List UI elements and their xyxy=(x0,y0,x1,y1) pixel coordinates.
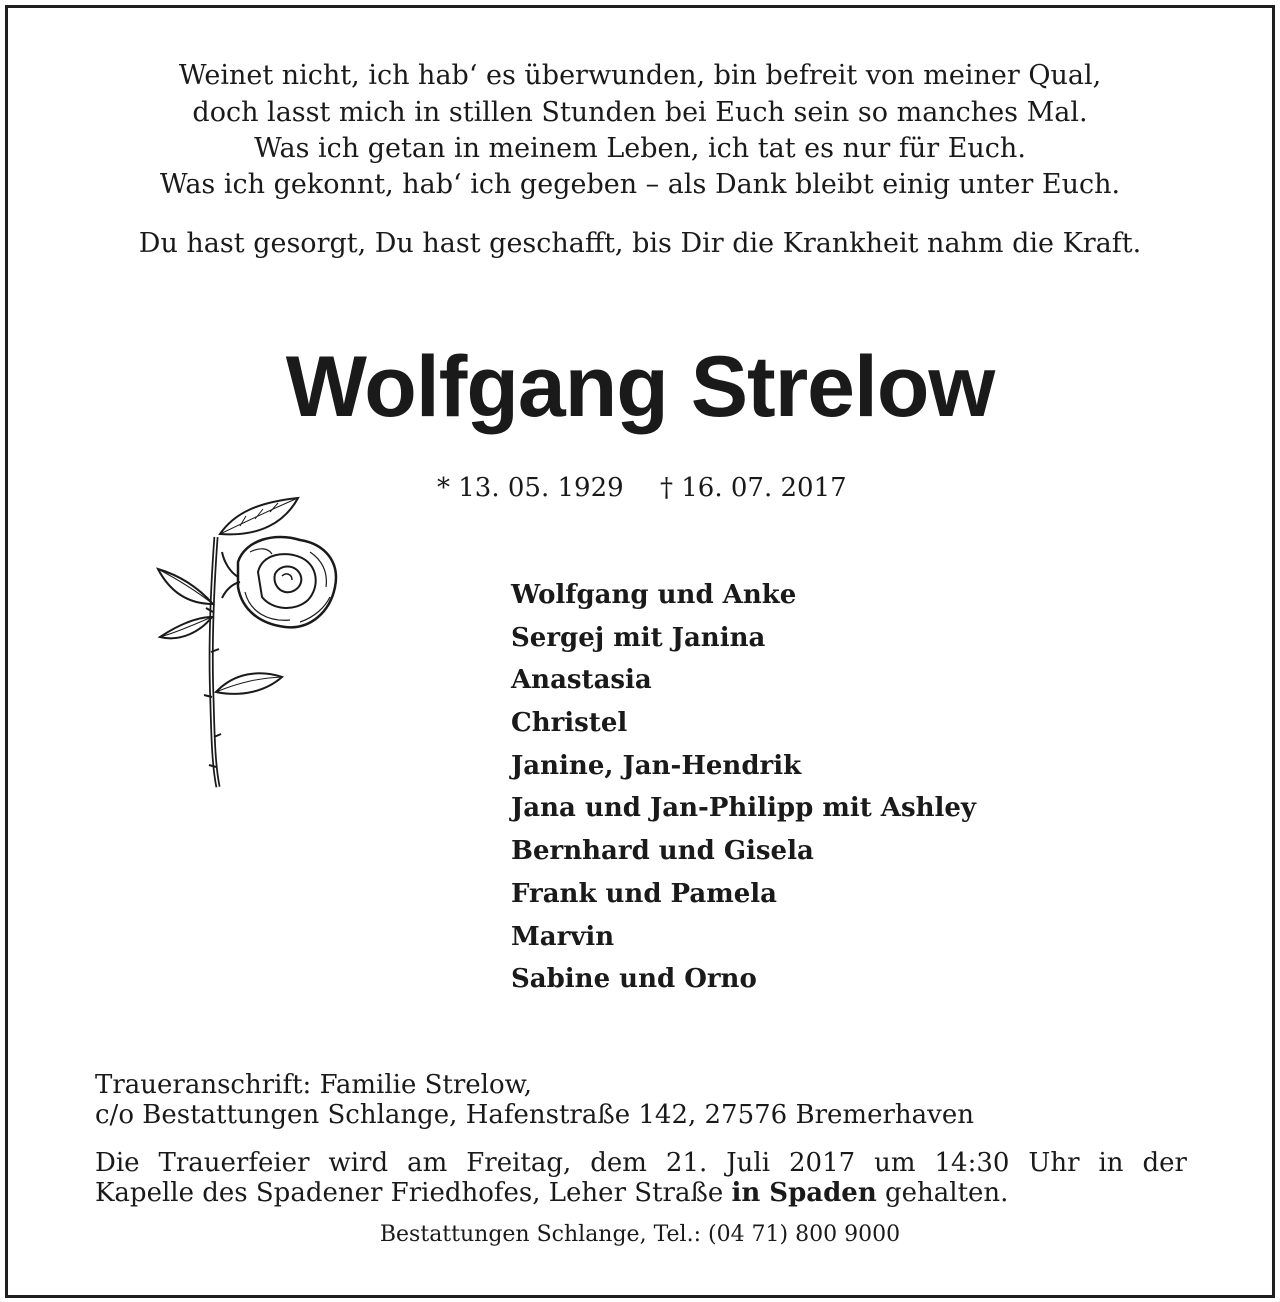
poem-closing-line: Du hast gesorgt, Du hast geschafft, bis Dir die Krankheit nahm die Kraft. xyxy=(138,228,1142,259)
list-item: Janine, Jan-Hendrik xyxy=(511,750,802,781)
list-item: Sergej mit Janina xyxy=(511,622,766,653)
birth-date: * 13. 05. 1929 xyxy=(437,473,624,503)
list-item: Jana und Jan-Philipp mit Ashley xyxy=(511,793,977,824)
list-item: Anastasia xyxy=(511,665,652,696)
service-line-1: Die Trauerfeier wird am Freitag, dem 21. Juli 2017 um 14:30 Uhr in der xyxy=(95,1148,1187,1178)
poem-line: Weinet nicht, ich hab‘ es überwunden, bin befreit von meiner Qual, xyxy=(178,60,1102,91)
service-location: in Spaden xyxy=(731,1178,877,1208)
poem-line: doch lasst mich in stillen Stunden bei Euch sein so manches Mal. xyxy=(192,97,1088,128)
list-item: Christel xyxy=(511,708,628,739)
list-item: Marvin xyxy=(511,921,615,952)
death-date: † 16. 07. 2017 xyxy=(660,473,847,503)
list-item: Wolfgang und Anke xyxy=(511,580,797,610)
address-line-1: Traueranschrift: Familie Strelow, xyxy=(95,1070,533,1100)
list-item: Bernhard und Gisela xyxy=(511,836,814,867)
rose-icon xyxy=(150,492,350,792)
list-item: Sabine und Orno xyxy=(511,964,757,995)
service-line-2-end: gehalten. xyxy=(876,1178,1009,1208)
list-item: Frank und Pamela xyxy=(511,878,778,909)
deceased-name: Wolfgang Strelow xyxy=(285,339,995,435)
service-line-2-start: Kapelle des Spadener Friedhofes, Leher Straße xyxy=(95,1178,732,1208)
poem-line: Was ich getan in meinem Leben, ich tat es nur für Euch. xyxy=(254,133,1026,164)
poem-line: Was ich gekonnt, hab‘ ich gegeben – als Dank bleibt einig unter Euch. xyxy=(159,169,1121,200)
address-line-2: c/o Bestattungen Schlange, Hafenstraße 142, 27576 Bremerhaven xyxy=(95,1100,974,1130)
service-line-2 xyxy=(95,1178,1187,1208)
funeral-home-contact: Bestattungen Schlange, Tel.: (04 71) 800 9000 xyxy=(379,1222,901,1247)
service-announcement xyxy=(95,1148,1187,1208)
mourners-list xyxy=(511,575,976,1002)
